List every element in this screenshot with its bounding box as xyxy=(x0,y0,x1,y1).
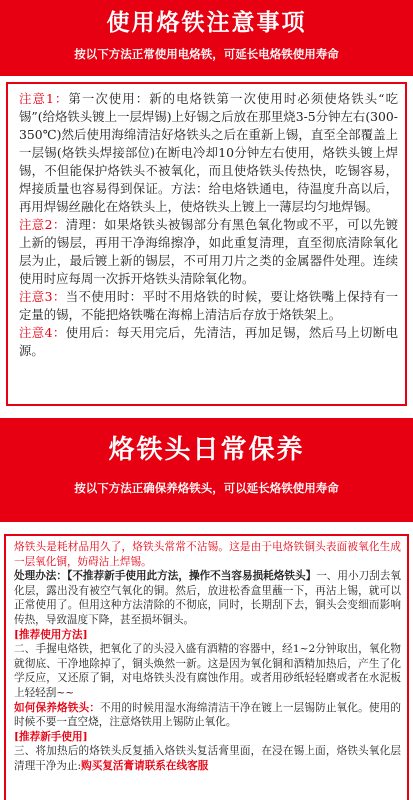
buy-contact-text: 购买复活膏请联系在线客服 xyxy=(81,759,209,772)
method-warning: 【不推荐新手使用此方法，操作不当容易损耗烙铁头】 xyxy=(67,570,317,583)
care-intro: 烙铁头是耗材品用久了，烙铁头常常不沾锡。这是由于电烙铁铜头表面被氧化生成一层氧化铜，妨碍沾上焊锡。 xyxy=(14,541,401,568)
header-banner-care xyxy=(0,418,413,522)
note-1-tag: 注意1： xyxy=(19,91,69,106)
care-title: 烙铁头日常保养 xyxy=(108,435,305,465)
maintain-label: 如何保养烙铁头： xyxy=(14,701,101,714)
maintain-text: 不用的时候用湿水海绵清洁干净在镀上一层锡防止氧化。使用的时候不要一直空烧，注意烙铁用上锡防止氧化。 xyxy=(14,701,402,729)
method-3-text: 三、将加热后的烙铁头反复插入烙铁头复活膏里面，在浸在锡上面，烙铁头氧化层清理干净为止: xyxy=(14,745,401,772)
method-2-text: 二、手握电烙铁，把氧化了的头浸入盛有酒精的容器中，经1~2分钟取出，氧化物就彻底、干净地除掉了，铜头焕然一新。这是因为氧化铜和酒精加热后，产生了化学反应，又还原了铜，对电烙铁头没有腐蚀作用。或者用砂纸轻轻磨或者在水泥板上轻轻刮~~ xyxy=(14,643,401,699)
page-title: 使用烙铁注意事项 xyxy=(106,10,307,36)
method-1-text: 一、用小刀刮去氧化层，露出没有被空气氧化的铜。然后，放进松香盒里蘸一下，再沾上锡，就可以正常使用了。但用这种方法清除的不彻底，同时，长期刮下去，铜头会变细而影响传热，导致温度下降，甚至损坏铜头。 xyxy=(14,570,402,626)
note-2-tag: 注意2： xyxy=(19,217,66,232)
note-1-text: 第一次使用：新的电烙铁第一次使用时必须使烙铁头“吃锡”(给烙铁头镀上一层焊锡)上好锡之后放在那里烧3-5分钟左右(300-350℃)然后使用海绵清洁好烙铁头之后在重新上锡，直至全部覆盖上一层锡(烙铁头焊接部位)在断电冷却10分钟左右使用，烙铁头镀上焊锡，不但能保护烙铁头不被氧化，而且使烙铁头传热快，吃锡容易，焊接质量也容易得到保证。方法：给电烙铁通电，待温度升高以后，再用焊锡丝融化在烙铁头上，使烙铁头上镀上一薄层均匀地焊锡。 xyxy=(19,91,398,214)
section-gap xyxy=(0,406,413,418)
note-4-text: 使用后：每天用完后，先清洁，再加足锡，然后马上切断电源。 xyxy=(19,325,398,358)
note-2-text: 清理：如果烙铁头被锡部分有黑色氧化物或不平，可以先镀上新的锡层，再用干净海绵擦净，如此重复清理，直至彻底清除氧化层为止，最后镀上新的锡层，不可用刀片之类的金属器件处理。连续使用时应每周一次拆开烙铁头清除氧化物。 xyxy=(19,217,398,286)
novice-label: [推荐新手使用] xyxy=(14,730,88,743)
note-3-text: 当不使用时：平时不用烙铁的时候，要让烙铁嘴上保持有一定量的锡，不能把烙铁嘴在海棉上清洁后存放于烙铁架上。 xyxy=(19,289,398,322)
recommend-label: [推荐使用方法] xyxy=(14,628,88,641)
care-subtitle: 按以下方法正确保养烙铁头，可以延长烙铁使用寿命 xyxy=(74,481,339,495)
usage-notes-box xyxy=(6,82,407,406)
note-3-tag: 注意3： xyxy=(19,289,66,304)
method-label: 处理办法： xyxy=(14,570,68,583)
care-instructions-box xyxy=(4,534,409,800)
page-subtitle: 按以下方法正常使用电烙铁，可延长电烙铁使用寿命 xyxy=(74,47,339,61)
header-banner-usage xyxy=(0,0,413,76)
note-4-tag: 注意4： xyxy=(19,325,66,340)
